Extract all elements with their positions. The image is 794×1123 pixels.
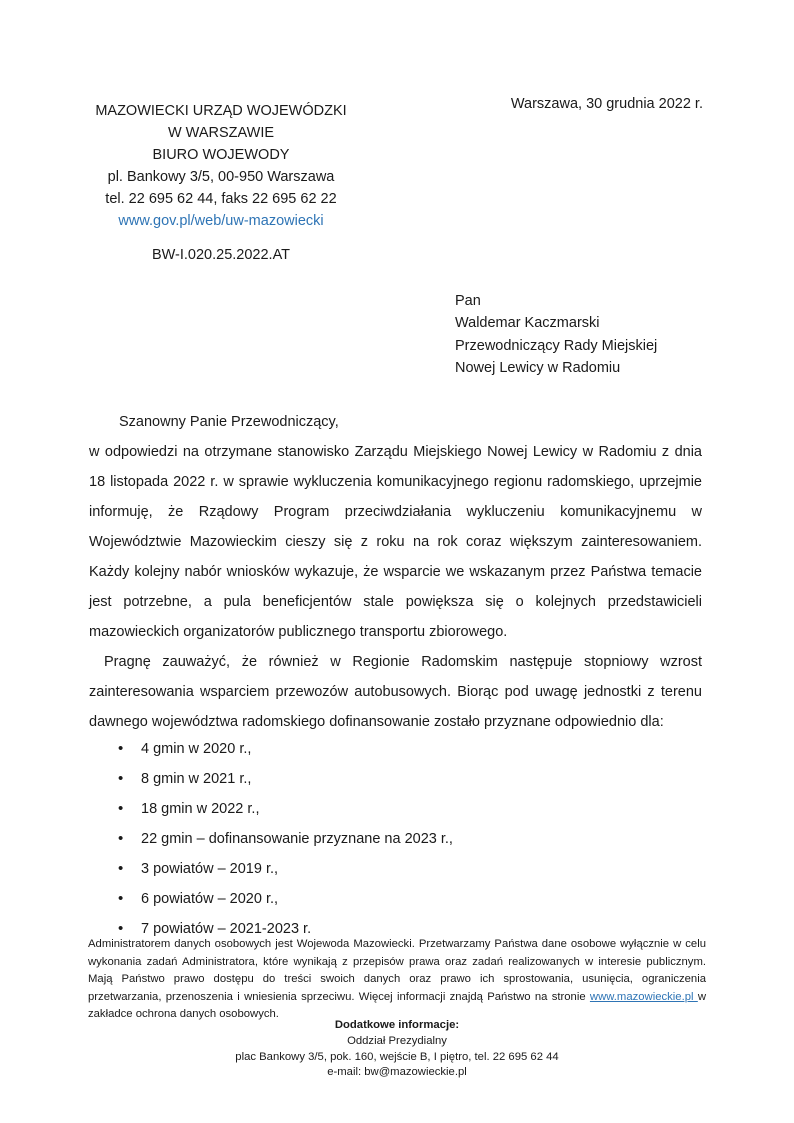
privacy-notice bbox=[88, 936, 706, 1024]
paragraph-1: w odpowiedzi na otrzymane stanowisko Zarządu Miejskiego Nowej Lewicy w Radomiu z dnia 18 listopada 2022 r. w sprawie wykluczenia komunikacyjnego regionu radomskiego, uprzejmie informuję, że Rządowy Program przeciwdziałania wykluczeniu komunikacyjnemu w Województwie Mazowieckim cieszy się z roku na rok coraz większym zainteresowaniem. Każdy kolejny nabór wniosków wykazuje, że wsparcie we wskazanym przez Państwa temacie jest potrzebne, a pula beneficjentów stale powiększa się o kolejnych przedstawicieli mazowieckich organizatorów publicznego transportu zbiorowego. bbox=[89, 444, 702, 640]
recipient-role-line2: Nowej Lewicy w Radomiu bbox=[455, 360, 621, 377]
additional-info-heading: Dodatkowe informacje: bbox=[334, 1019, 460, 1031]
list-item: • 3 powiatów – 2019 r., bbox=[89, 854, 702, 884]
recipient-title: Pan bbox=[455, 293, 481, 309]
list-item: • 7 powiatów – 2021-2023 r. bbox=[89, 914, 702, 944]
recipient-role-line1: Przewodniczący Rady Miejskiej bbox=[455, 337, 658, 354]
org-website bbox=[78, 210, 364, 232]
office-address-line: plac Bankowy 3/5, pok. 160, wejście B, I piętro, tel. 22 695 62 44 bbox=[235, 1050, 559, 1063]
paragraph-2: Pragnę zauważyć, że również w Regionie Radomskim następuje stopniowy wzrost zainteresowania wsparciem przewozów autobusowych. Biorąc pod uwagę jednostki z terenu dawnego województwa radomskiego dofinansowanie zostało przyznane odpowiednio dla: bbox=[89, 654, 702, 730]
bullet-list bbox=[89, 734, 702, 944]
org-name-line2: W WARSZAWIE bbox=[167, 125, 275, 141]
org-name-line1: MAZOWIECKI URZĄD WOJEWÓDZKI bbox=[95, 103, 347, 119]
privacy-text-before-link: Administratorem danych osobowych jest Wojewoda Mazowiecki. Przetwarzamy Państwa dane osobowe wyłącznie w celu wykonania zadań Administratora, które wynikają z przepisów prawa oraz zadań realizowanych w interesie publicznym. Mają Państwo prawo dostępu do treści swoich danych oraz prawo ich sprostowania, usunięcia, ograniczenia przetwarzania, przenoszenia i wniesienia sprzeciwu. Więcej informacji znajdą Państwo na stronie bbox=[88, 938, 706, 1003]
org-website-link[interactable]: www.gov.pl/web/uw-mazowiecki bbox=[118, 213, 324, 229]
org-address: pl. Bankowy 3/5, 00-950 Warszawa bbox=[107, 169, 335, 185]
additional-info-block bbox=[0, 1018, 794, 1081]
salutation: Szanowny Panie Przewodniczący, bbox=[119, 414, 339, 430]
letter-body bbox=[89, 407, 702, 737]
list-item: • 18 gmin w 2022 r., bbox=[89, 794, 702, 824]
letterhead bbox=[78, 100, 364, 266]
email-line: e-mail: bw@mazowieckie.pl bbox=[327, 1066, 467, 1079]
org-unit: BIURO WOJEWODY bbox=[152, 147, 290, 163]
list-item: • 8 gmin w 2021 r., bbox=[89, 764, 702, 794]
reference-number: BW-I.020.25.2022.AT bbox=[151, 247, 291, 263]
recipient-name: Waldemar Kaczmarski bbox=[455, 315, 600, 332]
privacy-text-after-link: w zakładce ochrona danych osobowych. bbox=[88, 990, 706, 1021]
list-item: • 4 gmin w 2020 r., bbox=[89, 734, 702, 764]
list-item: • 22 gmin – dofinansowanie przyznane na 2023 r., bbox=[89, 824, 702, 854]
list-item: • 6 powiatów – 2020 r., bbox=[89, 884, 702, 914]
date-line: Warszawa, 30 grudnia 2022 r. bbox=[510, 96, 703, 112]
recipient-block bbox=[455, 290, 657, 380]
department-line: Oddział Prezydialny bbox=[347, 1034, 447, 1047]
org-phone-fax: tel. 22 695 62 44, faks 22 695 62 22 bbox=[105, 191, 337, 207]
privacy-link[interactable]: www.mazowieckie.pl bbox=[589, 990, 698, 1003]
